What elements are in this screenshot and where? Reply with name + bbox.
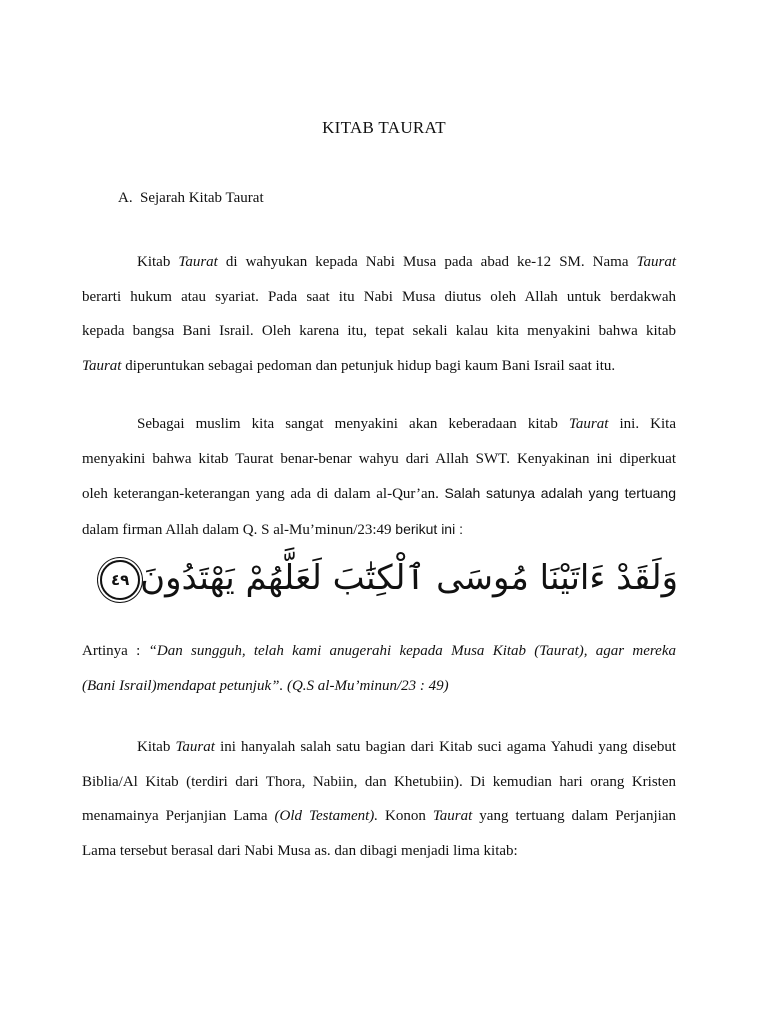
paragraph-1-line-2: berarti hukum atau syariat. Pada saat itu Nabi Musa diutus oleh Allah untuk berdakwah — [82, 288, 676, 305]
translation-line-1: Artinya : “Dan sungguh, telah kami anugerahi kepada Musa Kitab (Taurat), agar mereka — [82, 643, 676, 659]
section-heading — [118, 190, 264, 207]
paragraph-3 — [82, 730, 676, 868]
section-letter: A. — [118, 190, 133, 206]
paragraph-3-line-3: menamainya Perjanjian Lama (Old Testament). Konon Taurat yang tertuang dalam Perjanjian — [82, 808, 677, 824]
translation-block — [82, 634, 676, 703]
page-title: KITAB TAURAT — [322, 118, 446, 137]
paragraph-1-line-1: Kitab Taurat di wahyukan kepada Nabi Musa pada abad ke-12 SM. Nama Taurat — [137, 254, 676, 270]
paragraph-3-line-2: Biblia/Al Kitab (terdiri dari Thora, Nabiin, dan Khetubiin). Di kemudian hari orang Kristen — [82, 773, 676, 790]
paragraph-2-line-2: menyakini bahwa kitab Taurat benar-benar wahyu dari Allah SWT. Kenyakinan ini diperkuat — [82, 450, 676, 467]
paragraph-2-line-4: dalam firman Allah dalam Q. S al-Mu’minun/23:49 berikut ini : — [82, 520, 463, 538]
verse-text: وَلَقَدْ ءَاتَيْنَا مُوسَى ٱلْكِتَٰبَ لَعَلَّهُمْ يَهْتَدُونَ — [140, 558, 678, 598]
paragraph-2 — [82, 407, 676, 547]
ayah-number-icon: ٤٩ — [100, 560, 140, 600]
quran-verse — [110, 548, 678, 608]
translation-label: Artinya : — [82, 643, 149, 659]
paragraph-3-line-4: Lama tersebut berasal dari Nabi Musa as. dan dibagi menjadi lima kitab: — [82, 842, 518, 859]
paragraph-1-line-3: kepada bangsa Bani Israil. Oleh karena itu, tepat sekali kalau kita menyakini bahwa kitab — [82, 323, 676, 339]
translation-line-2: (Bani Israil)mendapat petunjuk”. (Q.S al-Mu’minun/23 : 49) — [82, 677, 449, 694]
section-heading-text: Sejarah Kitab Taurat — [140, 190, 264, 206]
paragraph-2-line-3: oleh keterangan-keterangan yang ada di dalam al-Qur’an. Salah satunya adalah yang tertuang — [82, 485, 676, 502]
paragraph-2-line-1: Sebagai muslim kita sangat menyakini akan keberadaan kitab Taurat ini. Kita — [137, 416, 676, 432]
paragraph-1 — [82, 245, 676, 383]
paragraph-3-line-1: Kitab Taurat ini hanyalah salah satu bagian dari Kitab suci agama Yahudi yang disebut — [137, 739, 677, 755]
paragraph-1-line-4: Taurat diperuntukan sebagai pedoman dan petunjuk hidup bagi kaum Bani Israil saat itu. — [82, 357, 616, 374]
